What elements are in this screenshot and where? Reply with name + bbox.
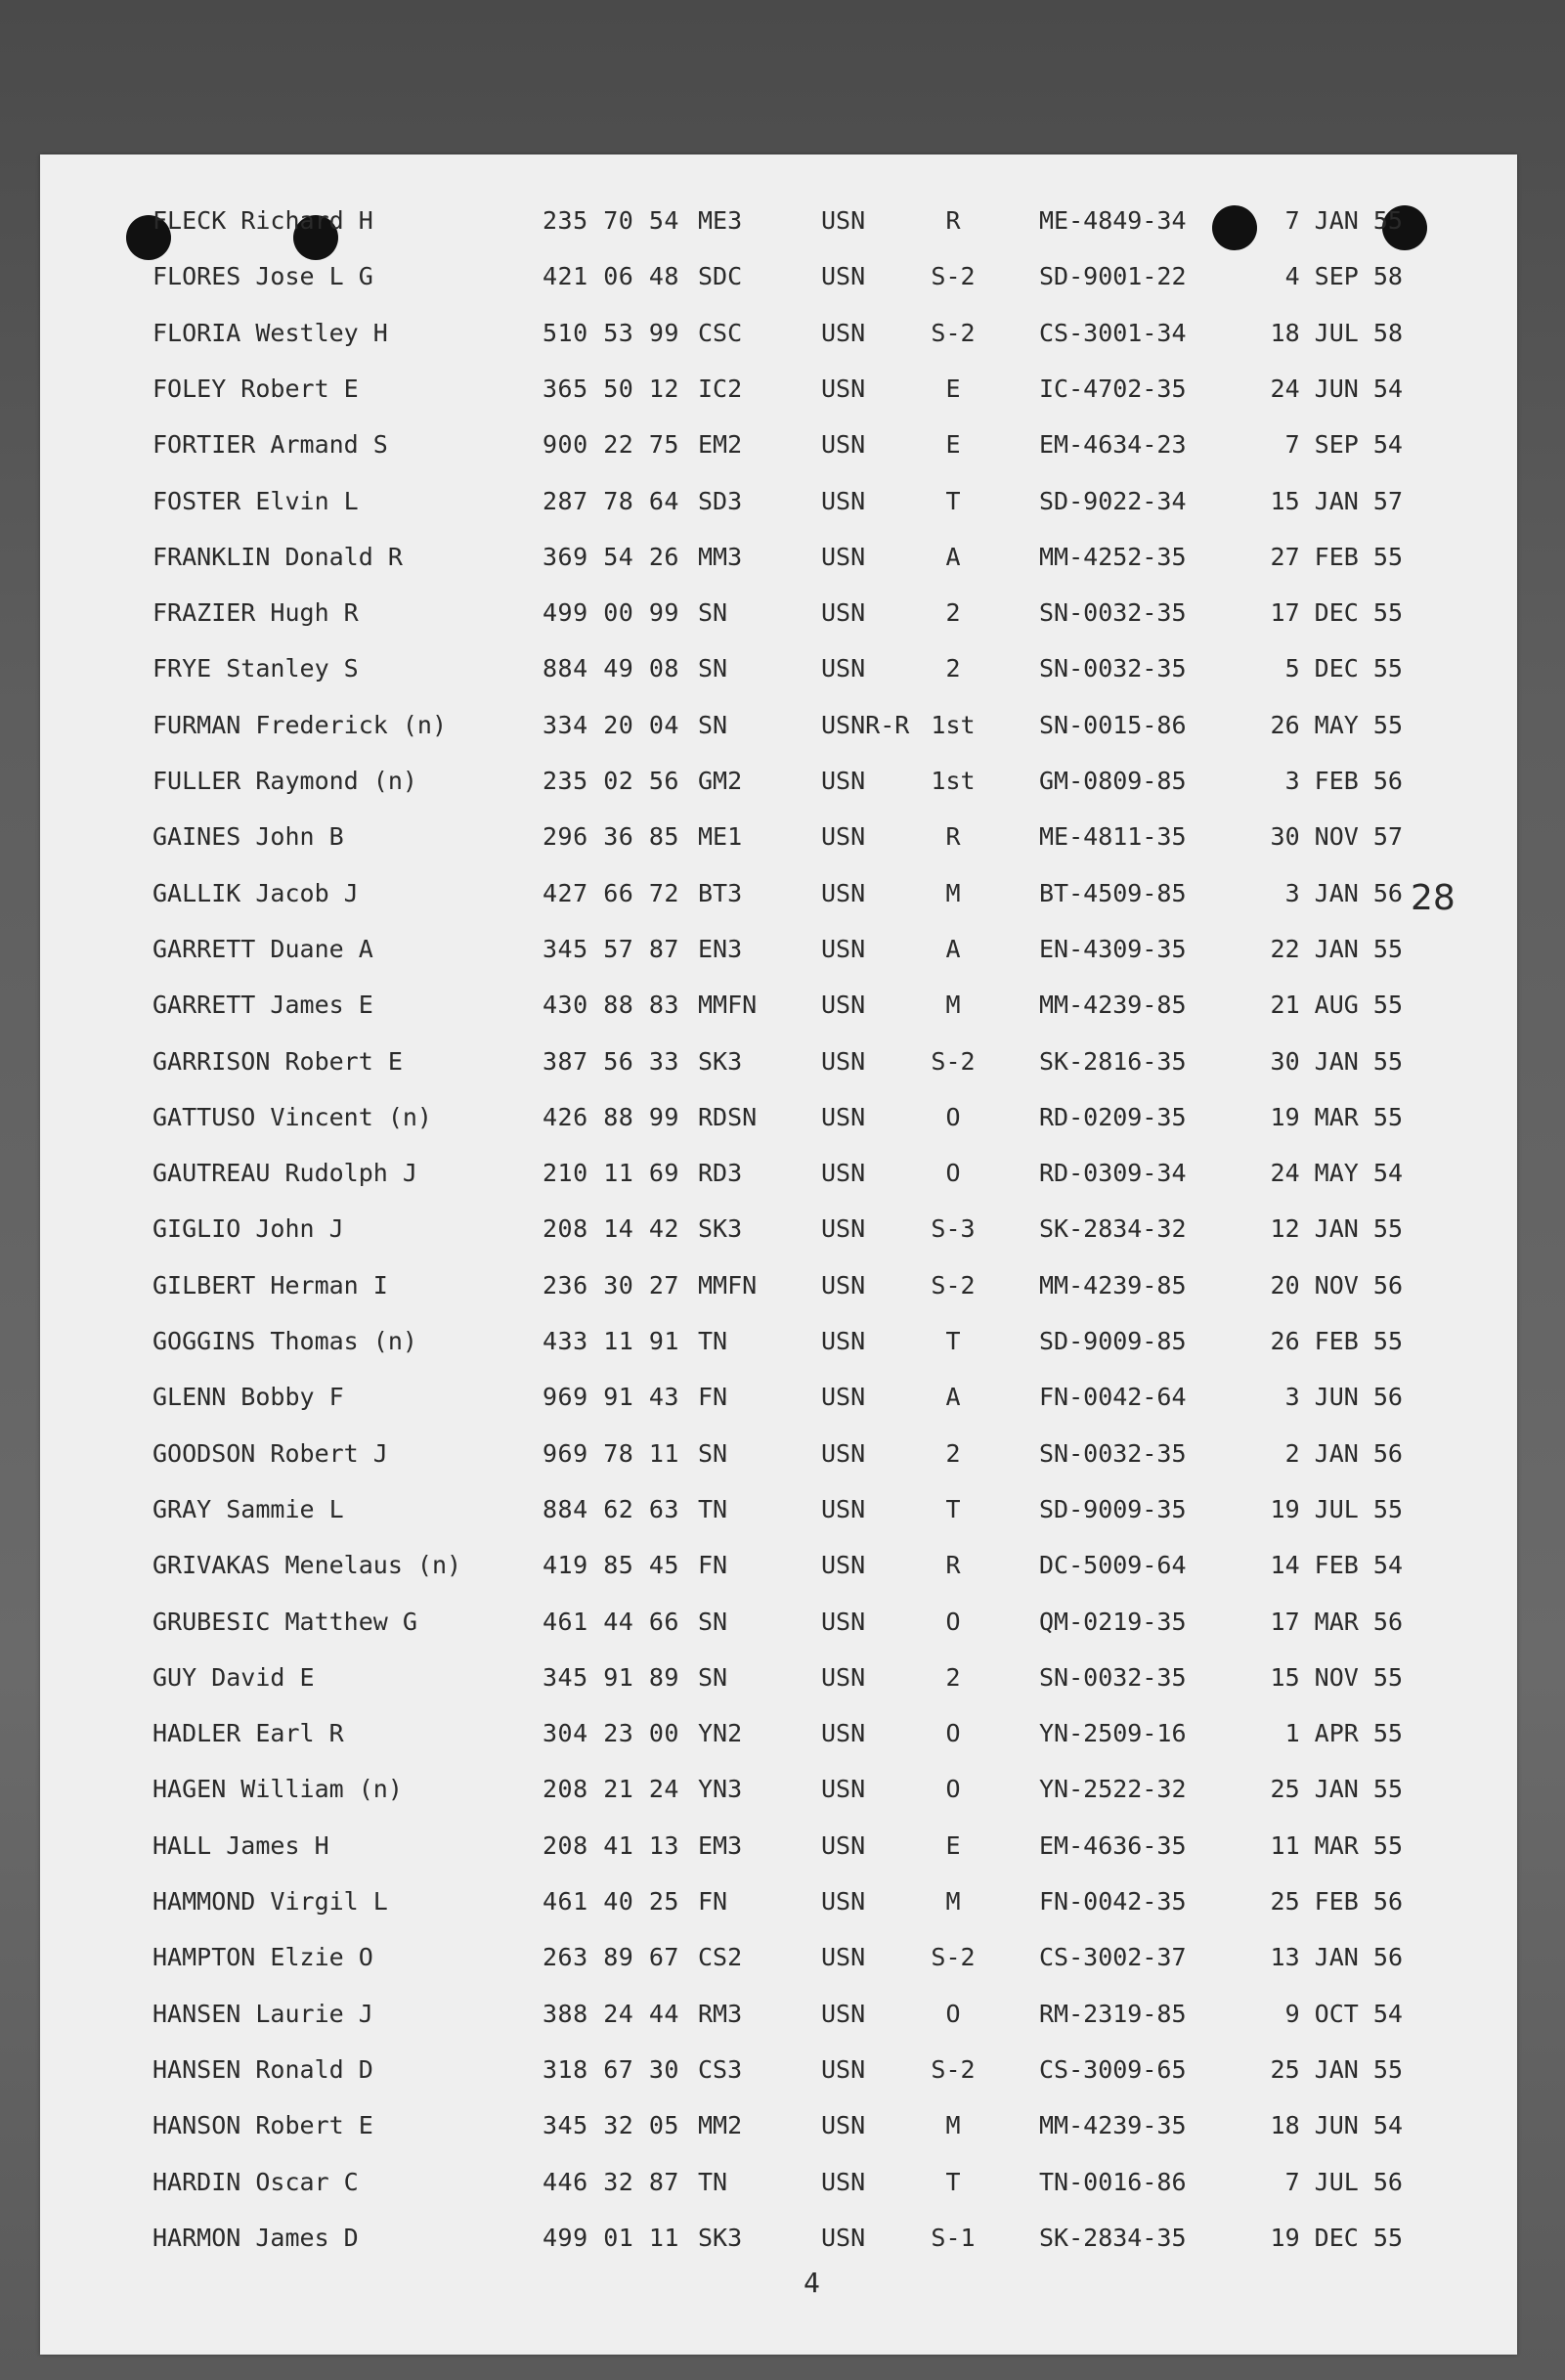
class-code: S-2 [931,1270,976,1300]
service-number: 499 01 11 [543,2223,679,2252]
rate: FN [698,1887,728,1916]
rate: ME1 [698,822,743,852]
class-code: T [945,1494,961,1523]
class-code: S-1 [931,2223,976,2252]
person-name: FULLER Raymond (n) [152,767,417,795]
job-code: SN-0032-35 [1039,654,1187,683]
date: 5 DEC 55 [1284,654,1403,683]
job-code: EM-4636-35 [1039,1830,1187,1860]
date: 18 JUN 54 [1270,2111,1403,2140]
job-code: ME-4849-34 [1039,206,1187,235]
class-code: S-2 [931,262,976,291]
class-code: O [945,1102,961,1131]
date: 15 NOV 55 [1270,1662,1403,1692]
rate: YN3 [698,1775,743,1804]
rate: MMFN [698,991,758,1020]
rate: SN [698,654,728,683]
service-number: 884 62 63 [543,1494,679,1523]
person-name: HANSEN Ronald D [152,2054,373,2084]
date: 24 JUN 54 [1270,374,1403,403]
service-number: 236 30 27 [543,1270,679,1300]
service-number: 287 78 64 [543,486,679,515]
job-code: MM-4239-85 [1039,991,1187,1020]
job-code: SN-0032-35 [1039,1438,1187,1468]
class-code: S-2 [931,318,976,347]
branch: USN [821,1494,866,1523]
date: 25 FEB 56 [1270,1887,1403,1916]
job-code: GM-0809-85 [1039,767,1187,795]
rate: SK3 [698,2223,743,2252]
rate: EM2 [698,430,743,460]
table-row [40,1603,1517,1642]
service-number: 235 70 54 [543,206,679,235]
service-number: 369 54 26 [543,542,679,571]
branch: USN [821,2111,866,2140]
date: 3 JUN 56 [1284,1383,1403,1412]
person-name: GAUTREAU Rudolph J [152,1159,417,1188]
date: 27 FEB 55 [1270,542,1403,571]
rate: SDC [698,262,743,291]
service-number: 334 20 04 [543,710,679,739]
class-code: 2 [945,654,961,683]
service-number: 263 89 67 [543,1943,679,1972]
rate: EM3 [698,1830,743,1860]
service-number: 345 57 87 [543,934,679,963]
rate: FN [698,1383,728,1412]
branch: USN [821,1327,866,1355]
class-code: 2 [945,598,961,628]
class-code: 2 [945,1662,961,1692]
rate: BT3 [698,878,743,907]
job-code: CS-3009-65 [1039,2054,1187,2084]
table-row [40,1658,1517,1697]
service-number: 900 22 75 [543,430,679,460]
table-row [40,1098,1517,1137]
date: 19 DEC 55 [1270,2223,1403,2252]
job-code: DC-5009-64 [1039,1551,1187,1580]
person-name: FURMAN Frederick (n) [152,710,448,739]
class-code: M [945,2111,961,2140]
branch: USN [821,1102,866,1131]
rate: TN [698,1327,728,1355]
service-number: 208 14 42 [543,1214,679,1244]
date: 7 JUL 56 [1284,2167,1403,2196]
branch: USN [821,991,866,1020]
date: 1 APR 55 [1284,1719,1403,1748]
branch: USN [821,598,866,628]
job-code: SN-0032-35 [1039,598,1187,628]
branch: USN [821,2167,866,2196]
branch: USN [821,1214,866,1244]
job-code: EN-4309-35 [1039,934,1187,963]
branch: USN [821,262,866,291]
rate: TN [698,2167,728,2196]
table-row [40,594,1517,633]
job-code: RD-0209-35 [1039,1102,1187,1131]
person-name: GALLIK Jacob J [152,878,359,907]
date: 12 JAN 55 [1270,1214,1403,1244]
date: 19 MAR 55 [1270,1102,1403,1131]
job-code: YN-2522-32 [1039,1775,1187,1804]
person-name: GRIVAKAS Menelaus (n) [152,1551,462,1580]
rate: ME3 [698,206,743,235]
person-name: GILBERT Herman I [152,1270,388,1300]
job-code: IC-4702-35 [1039,374,1187,403]
document-page [40,154,1517,2355]
rate: CS3 [698,2054,743,2084]
date: 13 JAN 56 [1270,1943,1403,1972]
date: 21 AUG 55 [1270,991,1403,1020]
service-number: 969 91 43 [543,1383,679,1412]
date: 14 FEB 54 [1270,1551,1403,1580]
job-code: TN-0016-86 [1039,2167,1187,2196]
rate: FN [698,1551,728,1580]
rate: RD3 [698,1159,743,1188]
branch: USN [821,374,866,403]
person-name: HANSEN Laurie J [152,1999,373,2028]
branch: USN [821,654,866,683]
class-code: M [945,878,961,907]
class-code: O [945,1999,961,2028]
date: 18 JUL 58 [1270,318,1403,347]
person-name: FRYE Stanley S [152,654,359,683]
class-code: A [945,934,961,963]
rate: MMFN [698,1270,758,1300]
service-number: 433 11 91 [543,1327,679,1355]
person-name: FOSTER Elvin L [152,486,359,515]
table-row [40,2050,1517,2090]
service-number: 461 40 25 [543,1887,679,1916]
date: 15 JAN 57 [1270,486,1403,515]
job-code: MM-4239-35 [1039,2111,1187,2140]
date: 4 SEP 58 [1284,262,1403,291]
rate: CS2 [698,1943,743,1972]
rate: IC2 [698,374,743,403]
job-code: SN-0015-86 [1039,710,1187,739]
class-code: S-2 [931,1046,976,1076]
table-row [40,1546,1517,1585]
job-code: EM-4634-23 [1039,430,1187,460]
person-name: GATTUSO Vincent (n) [152,1102,432,1131]
branch: USN [821,1999,866,2028]
date: 20 NOV 56 [1270,1270,1403,1300]
service-number: 304 23 00 [543,1719,679,1748]
person-name: GUY David E [152,1662,315,1692]
date: 17 DEC 55 [1270,598,1403,628]
table-row [40,1938,1517,1977]
job-code: CS-3001-34 [1039,318,1187,347]
table-row [40,201,1517,241]
side-page-number: 28 [1411,878,1456,918]
service-number: 387 56 33 [543,1046,679,1076]
table-row [40,1770,1517,1809]
rate: RM3 [698,1999,743,2028]
branch: USN [821,318,866,347]
person-name: FLORES Jose L G [152,262,373,291]
branch: USN [821,1159,866,1188]
person-name: GAINES John B [152,822,344,852]
person-name: HADLER Earl R [152,1719,344,1748]
class-code: O [945,1719,961,1748]
job-code: SK-2834-32 [1039,1214,1187,1244]
class-code: O [945,1607,961,1636]
job-code: FN-0042-64 [1039,1383,1187,1412]
table-row [40,1378,1517,1417]
rate: MM3 [698,542,743,571]
service-number: 345 32 05 [543,2111,679,2140]
branch: USN [821,1383,866,1412]
table-row [40,1714,1517,1753]
job-code: MM-4239-85 [1039,1270,1187,1300]
rate: MM2 [698,2111,743,2140]
class-code: T [945,486,961,515]
table-row [40,1266,1517,1305]
service-number: 208 41 13 [543,1830,679,1860]
date: 9 OCT 54 [1284,1999,1403,2028]
class-code: O [945,1159,961,1188]
rate: RDSN [698,1102,758,1131]
branch: USN [821,1046,866,1076]
class-code: 1st [931,767,976,795]
table-row [40,1042,1517,1081]
branch: USN [821,822,866,852]
person-name: HAMMOND Virgil L [152,1887,388,1916]
job-code: SD-9022-34 [1039,486,1187,515]
table-row [40,1882,1517,1921]
person-name: FRAZIER Hugh R [152,598,359,628]
class-code: T [945,2167,961,2196]
branch: USN [821,1270,866,1300]
date: 11 MAR 55 [1270,1830,1403,1860]
class-code: S-2 [931,2054,976,2084]
person-name: GARRISON Robert E [152,1046,403,1076]
person-name: HARMON James D [152,2223,359,2252]
table-row [40,538,1517,577]
service-number: 499 00 99 [543,598,679,628]
branch: USN [821,430,866,460]
job-code: SD-9009-35 [1039,1494,1187,1523]
class-code: S-3 [931,1214,976,1244]
class-code: O [945,1775,961,1804]
branch: USN [821,1438,866,1468]
branch: USN [821,1775,866,1804]
branch: USN [821,1551,866,1580]
person-name: FLORIA Westley H [152,318,388,347]
service-number: 510 53 99 [543,318,679,347]
date: 30 JAN 55 [1270,1046,1403,1076]
table-row [40,1210,1517,1249]
service-number: 210 11 69 [543,1159,679,1188]
service-number: 296 36 85 [543,822,679,852]
person-name: FOLEY Robert E [152,374,359,403]
rate: SK3 [698,1046,743,1076]
service-number: 461 44 66 [543,1607,679,1636]
branch: USN [821,542,866,571]
service-number: 426 88 99 [543,1102,679,1131]
person-name: HANSON Robert E [152,2111,373,2140]
date: 3 JAN 56 [1284,878,1403,907]
branch: USN [821,486,866,515]
service-number: 345 91 89 [543,1662,679,1692]
job-code: RD-0309-34 [1039,1159,1187,1188]
date: 26 MAY 55 [1270,710,1403,739]
table-row [40,314,1517,353]
person-name: GARRETT James E [152,991,373,1020]
footer-page-number: 4 [804,2267,820,2299]
person-name: FRANKLIN Donald R [152,542,403,571]
table-row [40,706,1517,745]
person-name: GRUBESIC Matthew G [152,1607,417,1636]
person-name: GIGLIO John J [152,1214,344,1244]
job-code: SN-0032-35 [1039,1662,1187,1692]
job-code: MM-4252-35 [1039,542,1187,571]
table-row [40,762,1517,801]
service-number: 208 21 24 [543,1775,679,1804]
table-row [40,1434,1517,1474]
rate: EN3 [698,934,743,963]
date: 25 JAN 55 [1270,1775,1403,1804]
date: 22 JAN 55 [1270,934,1403,963]
class-code: E [945,1830,961,1860]
class-code: R [945,1551,961,1580]
rate: CSC [698,318,743,347]
service-number: 318 67 30 [543,2054,679,2084]
branch: USN [821,2223,866,2252]
branch: USN [821,1830,866,1860]
rate: SN [698,710,728,739]
table-row [40,930,1517,969]
job-code: FN-0042-35 [1039,1887,1187,1916]
class-code: M [945,991,961,1020]
job-code: QM-0219-35 [1039,1607,1187,1636]
service-number: 388 24 44 [543,1999,679,2028]
branch: USN [821,1943,866,1972]
class-code: E [945,374,961,403]
rate: SN [698,1607,728,1636]
person-name: HAMPTON Elzie O [152,1943,373,1972]
table-row [40,2106,1517,2145]
service-number: 419 85 45 [543,1551,679,1580]
job-code: SD-9001-22 [1039,262,1187,291]
table-row [40,370,1517,409]
class-code: A [945,1383,961,1412]
date: 2 JAN 56 [1284,1438,1403,1468]
date: 24 MAY 54 [1270,1159,1403,1188]
service-number: 421 06 48 [543,262,679,291]
branch: USN [821,2054,866,2084]
table-row [40,986,1517,1025]
service-number: 365 50 12 [543,374,679,403]
date: 3 FEB 56 [1284,767,1403,795]
service-number: 430 88 83 [543,991,679,1020]
class-code: A [945,542,961,571]
person-name: GRAY Sammie L [152,1494,344,1523]
table-row [40,2219,1517,2258]
branch: USN [821,206,866,235]
job-code: SD-9009-85 [1039,1327,1187,1355]
branch: USN [821,1662,866,1692]
person-name: HALL James H [152,1830,329,1860]
class-code: E [945,430,961,460]
service-number: 235 02 56 [543,767,679,795]
date: 25 JAN 55 [1270,2054,1403,2084]
table-row [40,425,1517,464]
date: 7 SEP 54 [1284,430,1403,460]
table-row [40,2163,1517,2202]
class-code: S-2 [931,1943,976,1972]
job-code: CS-3002-37 [1039,1943,1187,1972]
class-code: T [945,1327,961,1355]
job-code: SK-2834-35 [1039,2223,1187,2252]
branch: USN [821,1887,866,1916]
class-code: R [945,822,961,852]
table-row [40,874,1517,913]
job-code: RM-2319-85 [1039,1999,1187,2028]
table-row [40,1827,1517,1866]
class-code: 1st [931,710,976,739]
person-name: GOGGINS Thomas (n) [152,1327,417,1355]
rate: SK3 [698,1214,743,1244]
service-number: 884 49 08 [543,654,679,683]
branch: USN [821,1607,866,1636]
job-code: BT-4509-85 [1039,878,1187,907]
service-number: 446 32 87 [543,2167,679,2196]
table-row [40,649,1517,688]
branch: USN [821,767,866,795]
rate: YN2 [698,1719,743,1748]
date: 30 NOV 57 [1270,822,1403,852]
job-code: YN-2509-16 [1039,1719,1187,1748]
person-name: HARDIN Oscar C [152,2167,359,2196]
person-name: GLENN Bobby F [152,1383,344,1412]
date: 26 FEB 55 [1270,1327,1403,1355]
rate: SD3 [698,486,743,515]
branch: USN [821,934,866,963]
person-name: GARRETT Duane A [152,934,373,963]
service-number: 427 66 72 [543,878,679,907]
service-number: 969 78 11 [543,1438,679,1468]
rate: GM2 [698,767,743,795]
person-name: FLECK Richard H [152,206,373,235]
date: 19 JUL 55 [1270,1494,1403,1523]
table-row [40,1154,1517,1193]
class-code: M [945,1887,961,1916]
table-row [40,1322,1517,1361]
person-name: GOODSON Robert J [152,1438,388,1468]
person-name: FORTIER Armand S [152,430,388,460]
person-name: HAGEN William (n) [152,1775,403,1804]
job-code: SK-2816-35 [1039,1046,1187,1076]
class-code: R [945,206,961,235]
rate: SN [698,1438,728,1468]
rate: SN [698,598,728,628]
table-row [40,1995,1517,2034]
table-row [40,1490,1517,1529]
rate: TN [698,1494,728,1523]
branch: USN [821,878,866,907]
class-code: 2 [945,1438,961,1468]
branch: USN [821,1719,866,1748]
job-code: ME-4811-35 [1039,822,1187,852]
table-row [40,482,1517,521]
table-row [40,257,1517,296]
table-row [40,817,1517,857]
date: 7 JAN 55 [1284,206,1403,235]
rate: SN [698,1662,728,1692]
date: 17 MAR 56 [1270,1607,1403,1636]
branch: USNR-R [821,710,910,739]
